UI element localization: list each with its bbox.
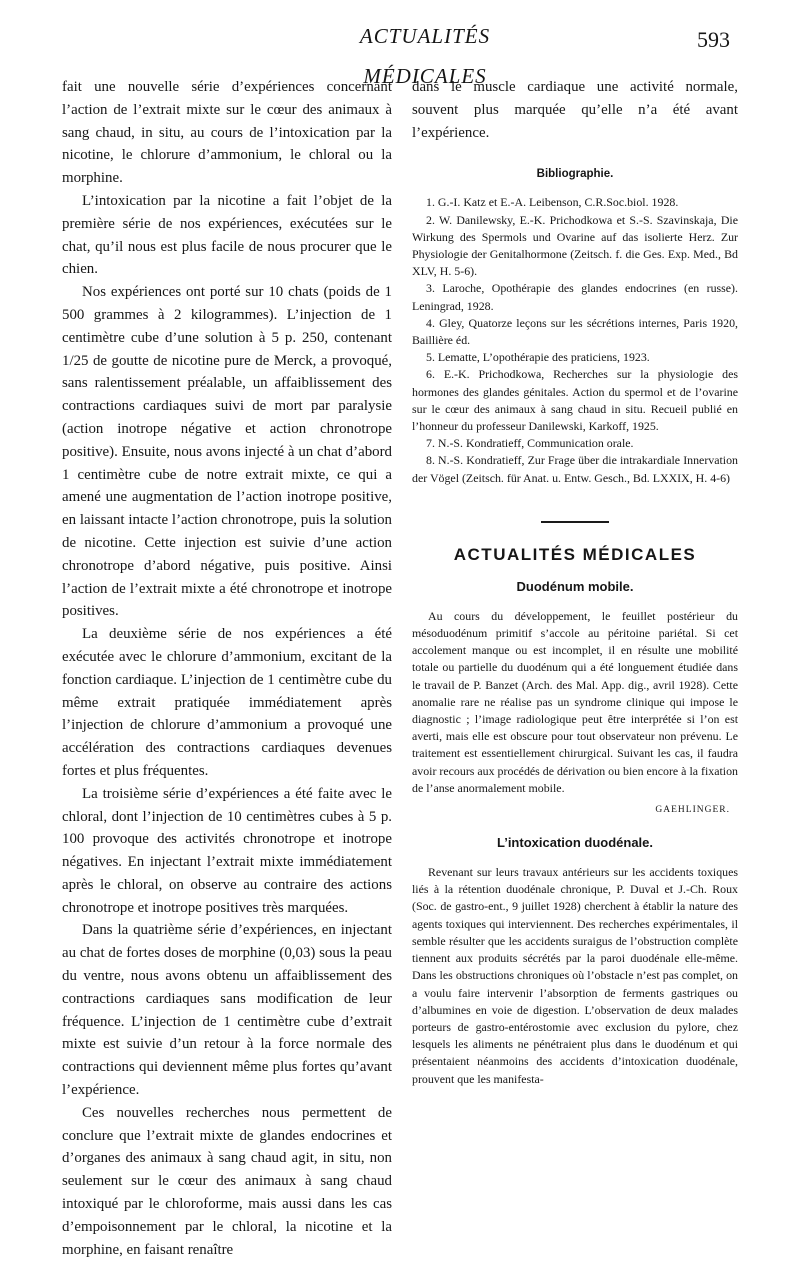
running-title: ACTUALITÉS MÉDICALES: [359, 24, 491, 88]
paragraph: La deuxième série de nos expériences a été exécutée avec le chlorure d’ammonium, excitant de la fonction cardiaque. L’injection de 1 centimètre cube du même extrait pratiquée immédiatement après l’injection de chlorure d’ammonium a provoqué une accélération des contractions cardiaques devenues fortes et plus fréquentes.: [62, 626, 392, 779]
page-header: [0, 12, 800, 88]
bibliography-entry: 2. W. Danilewsky, E.-K. Prichodkowa et S.-S. Szavinskaja, Die Wirkung des Spermols und Ovarine auf das isolierte Herz. Zur Physiologie der Genitalhormone (Zeitsch. f. die Ges. Exp. Med., Bd XLV, H. 5-6).: [412, 212, 738, 279]
bibliography-entry: 1. G.-I. Katz et E.-A. Leibenson, C.R.Soc.biol. 1928.: [426, 195, 679, 210]
continuation-paragraph: dans le muscle cardiaque une activité normale, souvent plus marquée qu’elle n’a été avant l’expérience.: [412, 79, 738, 141]
article-text: Au cours du développement, le feuillet postérieur du mésoduodénum primitif s’accole au péritoine pariétal. Si cet accolement manque ou est incomplet, il en résulte une mobilité totale ou partielle du duodénum qui a été longuement étudiée dans le travail de P. Banzet (Arch. des Mal. App. dig., avril 1928). Cette anomalie rare ne réalise pas un syndrome clinique qui impose le diagnostic ; l’image radiologique peut être interprétée si l’on est averti, mais elle est obscure pour tout observateur non prévenu. Le traitement est essentiellement chirurgical. Suivant les cas, il faudra avoir recours aux procédés de dérivation ou bien encore à la fixation de l’anse anormalement mobile.: [412, 608, 738, 795]
right-column: [412, 76, 738, 1088]
bibliography-entry: 4. Gley, Quatorze leçons sur les sécrétions internes, Paris 1920, Baillière éd.: [412, 315, 738, 348]
article-title: L’intoxication duodénale.: [496, 835, 653, 851]
paragraph: Dans la quatrième série d’expériences, en injectant au chat de fortes doses de morphine (0,03) sous la peau du ventre, nous avons obtenu un affaiblissement des contractions cardiaques sans modification de leur fréquence. L’injection de 1 centimètre cube d’extrait mixte est suivie d’un retour à la force normale des contractions qui deviennent même plus fortes qu’avant l’expérience.: [62, 922, 392, 1099]
article-title: Duodénum mobile.: [516, 578, 634, 594]
paragraph: Nos expériences ont porté sur 10 chats (poids de 1 500 grammes à 2 kilogrammes). L’injection de 1 centimètre cube d’une solution à 5 p. 250, contenant 1/25 de goutte de nicotine pure de Merck, a provoqué, sans ralentissement préalable, un affaiblissement des contractions cardiaques suivi de mort par paralysie (action inotrope négative et action chronotrope positive). Ensuite, nous avons injecté à un chat d’abord 1 centimètre cube de notre extrait mixte, ce qui a amené une augmentation de l’action inotrope positive, en laissant intacte l’action chronotrope, puis la solution de nicotine. Cette injection est suivie d’une action chronotrope d’abord négative, puis positive. Ainsi l’action de l’extrait mixte a été chronotrope et inotrope positives.: [62, 284, 392, 620]
section-divider: [541, 521, 609, 523]
paragraph: La troisième série d’expériences a été faite avec le chloral, dont l’injection de 10 centimètres cubes à 5 p. 100 provoque des activités chronotrope et inotrope négatives. En injectant l’extrait mixte immédiatement après le chloral, on observe au contraire des actions chronotrope et inotrope positives très marquées.: [62, 785, 392, 916]
bibliography-entry: 6. E.-K. Prichodkowa, Recherches sur la physiologie des hormones des glandes génitales. Action du spermol et de l’ovarine sur le cœur des animaux à sang chaud in situ. Recueil publié en l’honneur du professeur Danilewski, Karkoff, 1925.: [412, 367, 738, 434]
bibliography-title: Bibliographie.: [536, 168, 614, 181]
bibliography-entry: 5. Lematte, L’opothérapie des praticiens, 1923.: [426, 350, 650, 365]
paragraph: fait une nouvelle série d’expériences concernant l’action de l’extrait mixte sur le cœur des animaux à sang chaud, in situ, au cours de l’intoxication par la nicotine, le chlorure d’ammonium, le chloral ou la morphine.: [62, 79, 392, 187]
page-number: 593: [697, 27, 730, 52]
left-column: [62, 76, 392, 1261]
bibliography-entry: 8. N.-S. Kondratieff, Zur Frage über die intrakardiale Innervation der Vögel (Zeitsch. für Anat. u. Entw. Gesch., Bd. LXXIX, H. 4-6): [412, 453, 738, 485]
author-signature: GAEHLINGER.: [655, 805, 730, 816]
bibliography-list: [412, 194, 738, 486]
paragraph: L’intoxication par la nicotine a fait l’objet de la première série de nos expériences, exécutées sur le chat, qu’il nous est plus facile de nous procurer que le chien.: [62, 192, 392, 278]
bibliography-entry: 3. Laroche, Opothérapie des glandes endocrines (en russe). Leningrad, 1928.: [412, 281, 738, 313]
paragraph: Ces nouvelles recherches nous permettent de conclure que l’extrait mixte de glandes endocrines et d’organes des animaux à sang chaud agit, in situ, non seulement sur le cœur des animaux à sang chaud intoxiqué par le chloroforme, mais aussi dans les cas d’empoisonnement par le chloral, la nicotine et la morphine, en faisant renaître: [62, 1104, 392, 1258]
bibliography-entry: 7. N.-S. Kondratieff, Communication orale.: [426, 436, 634, 451]
article-text: Revenant sur leurs travaux antérieurs sur les accidents toxiques liés à la rétention duodénale chronique, P. Duval et J.-Ch. Roux (Soc. de gastro-ent., 9 juillet 1928) cherchent à établir la nature des agents toxiques qui interviennent. Des recherches expérimentales, il semble résulter que les accidents suraigus de l’obstruction complète tiennent aux produits sécrétés par la paroi duodénale elle-même. Dans les obstructions chroniques où l’obstacle n’est pas complet, on a voulu faire intervenir l’absorption de ferments gastriques ou d’albumines en voie de digestion. L’observation de deux malades porteurs de gastro-entérostomie avec exclusion du pylore, chez lesquels les aliments ne pénétraient plus dans le duodénum et qui présentaient néanmoins des accidents d’intoxication duodénale, prouvent que les manifesta-: [412, 865, 738, 1086]
section-title: ACTUALITÉS MÉDICALES: [453, 544, 697, 564]
